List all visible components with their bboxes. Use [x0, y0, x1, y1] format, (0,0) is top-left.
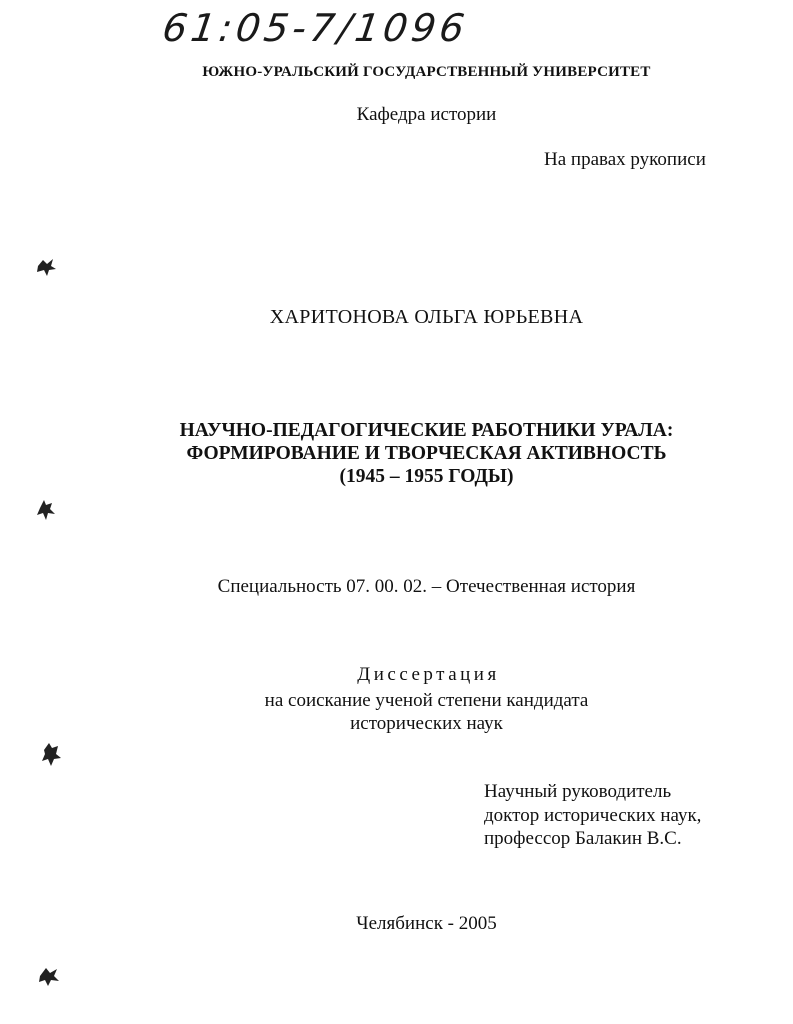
supervisor-block	[484, 780, 701, 851]
title-line: НАУЧНО-ПЕДАГОГИЧЕСКИЕ РАБОТНИКИ УРАЛА:	[179, 420, 674, 441]
supervisor-line: профессор Балакин В.С.	[484, 828, 682, 849]
specialty: Специальность 07. 00. 02. – Отечественная история	[217, 576, 636, 597]
dissertation-title	[30, 419, 793, 488]
department-name: Кафедра истории	[356, 104, 497, 125]
supervisor-line: доктор исторических наук,	[484, 804, 702, 826]
supervisor-line: Научный руководитель	[484, 781, 672, 802]
manuscript-rights-note: На правах рукописи	[544, 149, 706, 170]
degree-statement	[30, 689, 793, 735]
punch-hole-mark	[38, 738, 64, 770]
degree-line: исторических наук	[350, 713, 503, 734]
author-name: ХАРИТОНОВА ОЛЬГА ЮРЬЕВНА	[269, 306, 584, 328]
university-name: ЮЖНО-УРАЛЬСКИЙ ГОСУДАРСТВЕННЫЙ УНИВЕРСИТЕТ	[202, 64, 651, 80]
dissertation-label: Диссертация	[357, 664, 500, 685]
title-line: (1945 – 1955 ГОДЫ)	[339, 466, 514, 487]
city-year: Челябинск - 2005	[356, 913, 497, 934]
handwritten-archive-code: 61:05-7/1096	[159, 6, 472, 50]
punch-hole-mark	[36, 964, 62, 988]
punch-hole-mark	[34, 256, 58, 278]
title-line: ФОРМИРОВАНИЕ И ТВОРЧЕСКАЯ АКТИВНОСТЬ	[186, 443, 667, 464]
punch-hole-mark	[34, 494, 58, 524]
degree-line: на соискание ученой степени кандидата	[264, 690, 589, 711]
